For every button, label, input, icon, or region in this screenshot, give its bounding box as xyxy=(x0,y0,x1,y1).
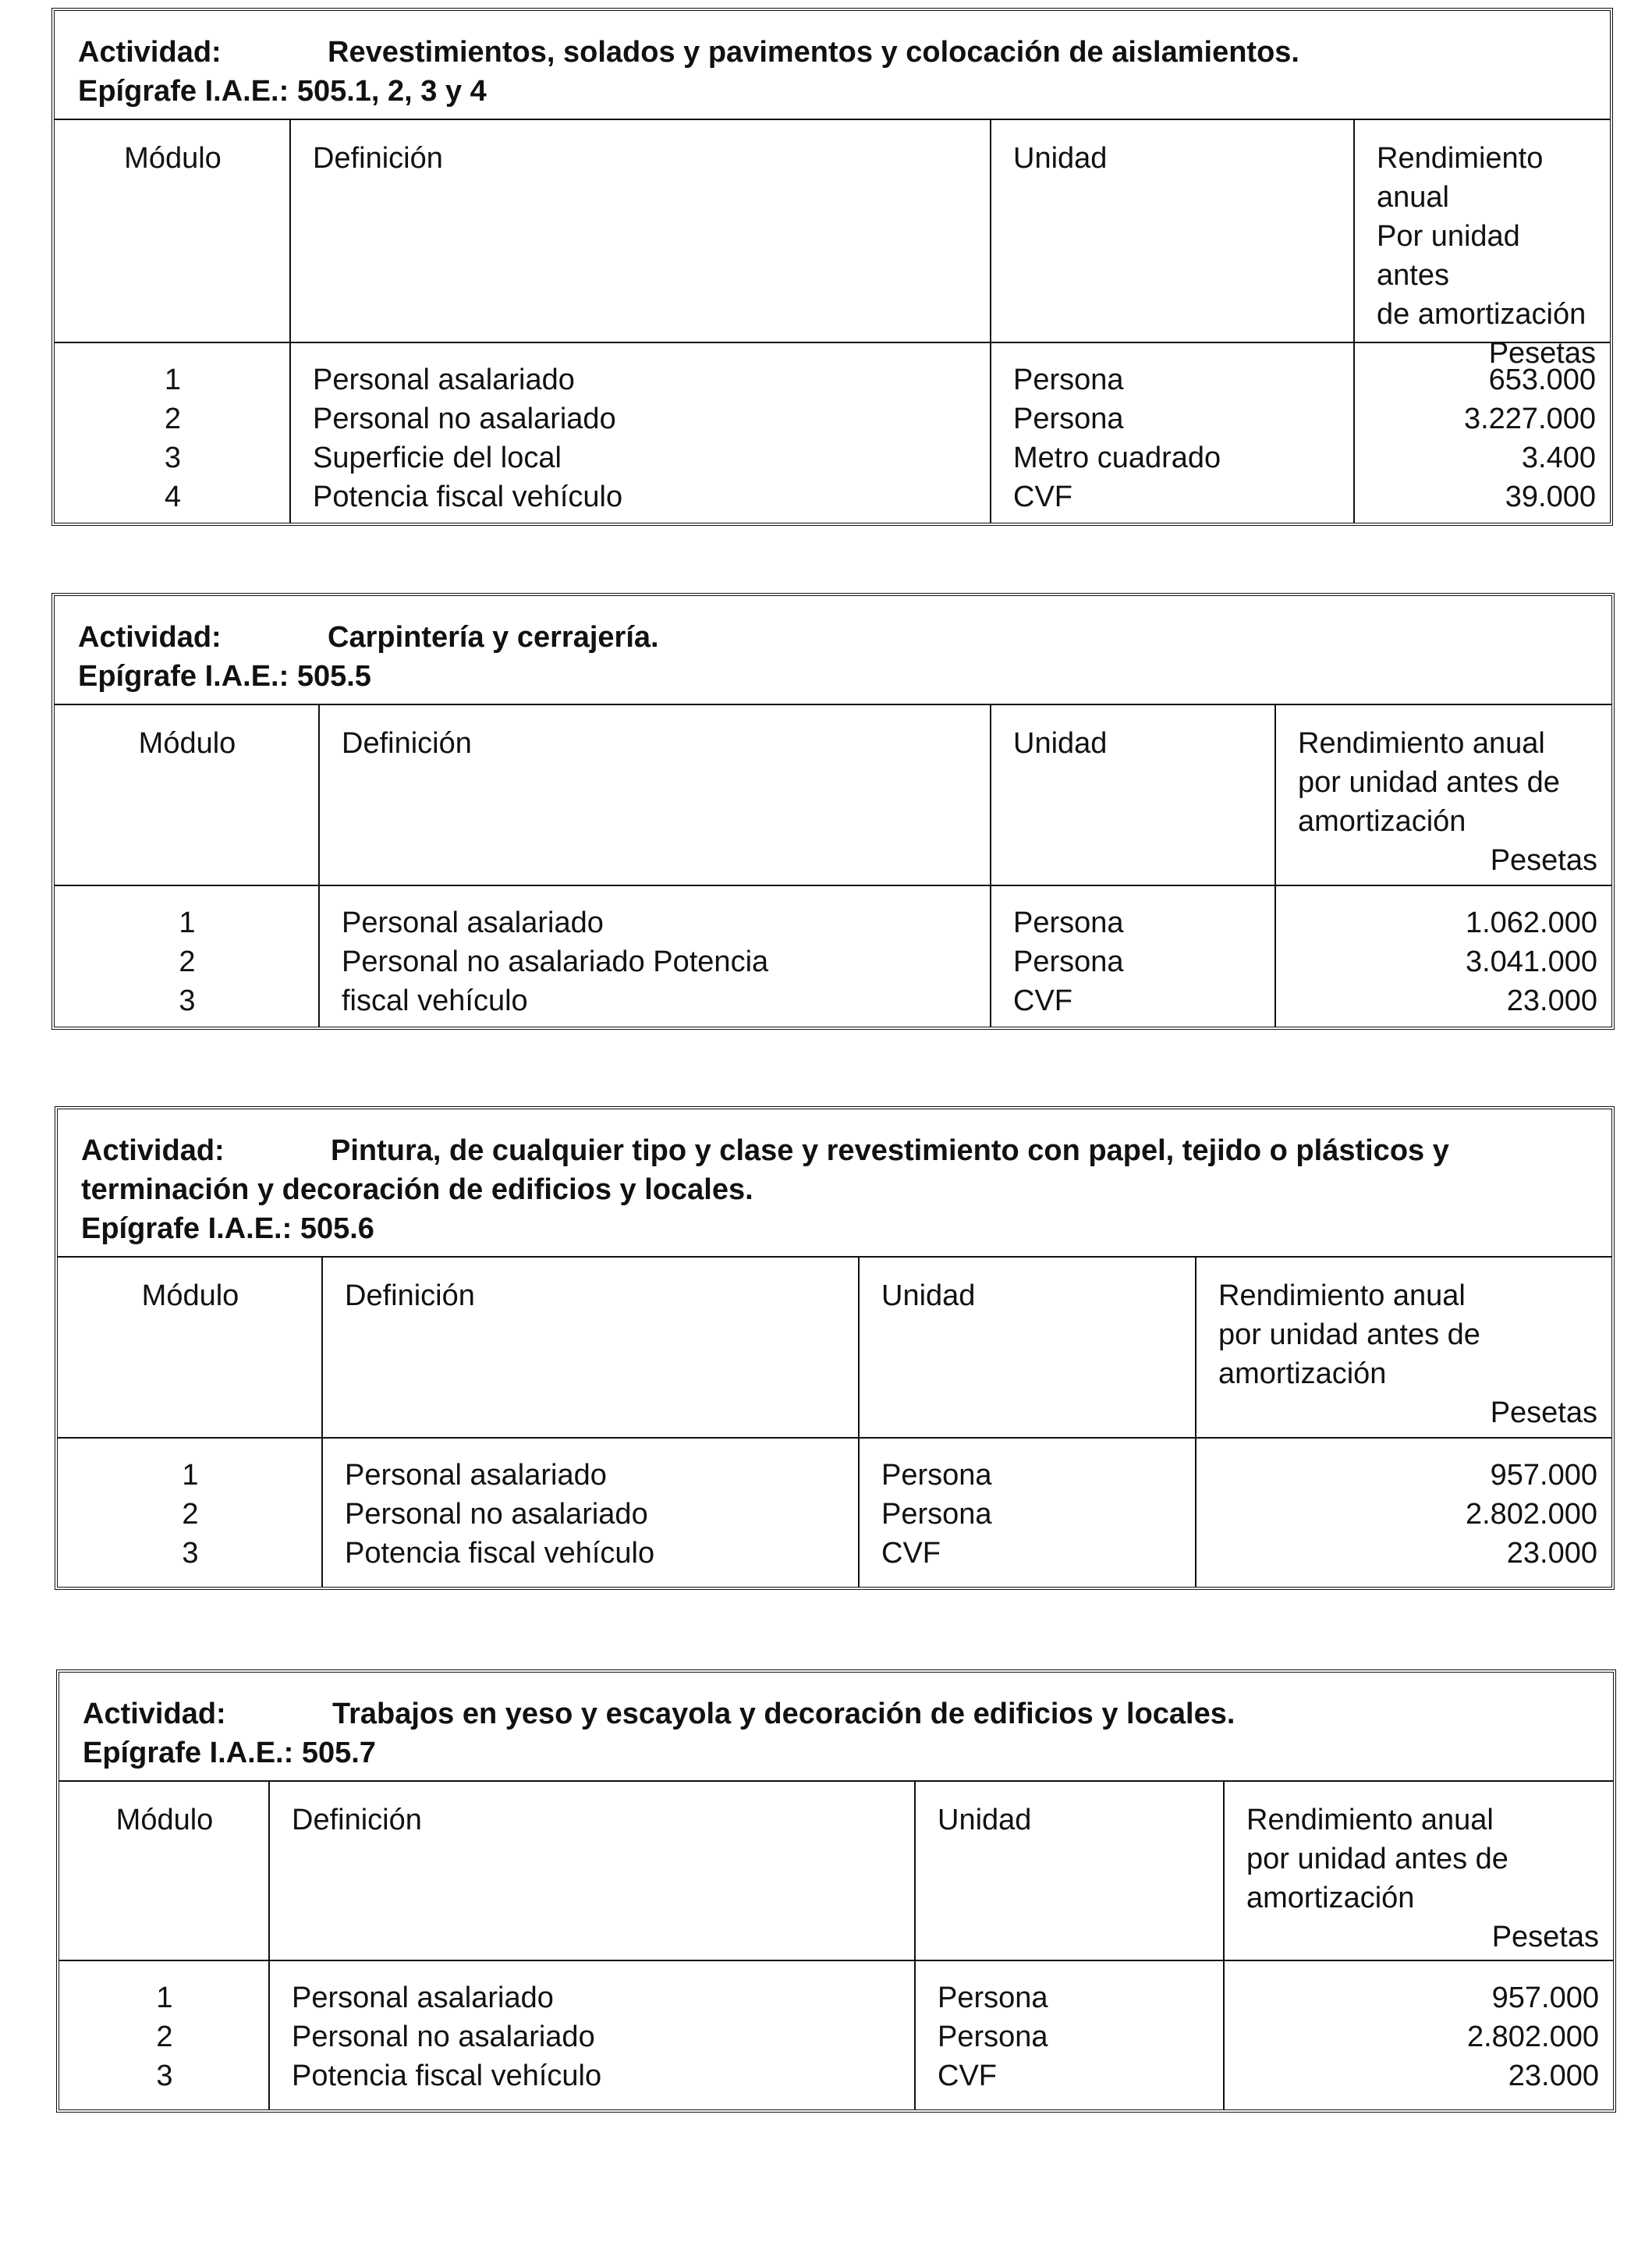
row-definicion: Personal asalariado xyxy=(313,364,575,396)
rendimiento-label: Rendimiento anual por unidad antes de amortización xyxy=(1298,727,1560,838)
actividad-text: Carpintería y cerrajería. xyxy=(328,621,659,654)
row-definicion: Superficie del local xyxy=(313,442,562,474)
table-row xyxy=(58,1456,1611,1495)
row-valor: 23.000 xyxy=(1506,985,1597,1017)
table-row xyxy=(55,981,1611,1020)
header-rendimiento xyxy=(1276,705,1611,880)
epigrafe-value: 505.7 xyxy=(301,1737,376,1769)
row-unidad: CVF xyxy=(1013,985,1072,1017)
row-valor: 653.000 xyxy=(1488,364,1596,396)
table-grid xyxy=(59,1782,1613,2109)
row-unidad: Persona xyxy=(881,1498,992,1531)
epigrafe-value: 505.6 xyxy=(300,1212,374,1245)
row-unidad: CVF xyxy=(938,2060,997,2092)
epigrafe-label: Epígrafe I.A.E.: xyxy=(78,660,289,693)
row-modulo: 3 xyxy=(156,2060,173,2092)
pesetas-label: Pesetas xyxy=(1490,844,1597,877)
header-unidad: Unidad xyxy=(938,1804,1032,1836)
module-table xyxy=(55,1106,1615,1590)
row-modulo: 1 xyxy=(156,1982,173,2014)
row-unidad: Metro cuadrado xyxy=(1013,442,1221,474)
header-definicion: Definición xyxy=(313,142,443,175)
row-unidad: Persona xyxy=(938,2021,1048,2053)
table-heading xyxy=(58,1109,1611,1258)
table-row xyxy=(55,399,1610,438)
pesetas-label: Pesetas xyxy=(1488,337,1596,370)
table-row xyxy=(55,477,1610,516)
row-definicion: Personal asalariado xyxy=(292,1982,554,2014)
pesetas-label: Pesetas xyxy=(1490,1396,1597,1429)
row-valor: 957.000 xyxy=(1490,1459,1597,1492)
table-row xyxy=(58,1495,1611,1534)
header-modulo: Módulo xyxy=(138,727,236,760)
actividad-line xyxy=(83,1694,1613,1733)
header-rendimiento xyxy=(1225,1782,1613,1957)
header-definicion: Definición xyxy=(342,727,472,760)
row-unidad: CVF xyxy=(881,1537,941,1570)
epigrafe-value: 505.1, 2, 3 y 4 xyxy=(296,75,487,108)
row-valor: 2.802.000 xyxy=(1465,1498,1597,1531)
header-modulo: Módulo xyxy=(141,1279,239,1312)
epigrafe-line xyxy=(78,72,1610,111)
header-unidad: Unidad xyxy=(881,1279,976,1312)
header-modulo: Módulo xyxy=(124,142,222,175)
epigrafe-label: Epígrafe I.A.E.: xyxy=(78,75,289,108)
row-modulo: 1 xyxy=(179,907,196,939)
row-unidad: Persona xyxy=(881,1459,992,1492)
actividad-label: Actividad: xyxy=(83,1698,226,1730)
header-unidad: Unidad xyxy=(1013,727,1108,760)
table-row xyxy=(59,2017,1613,2056)
row-valor: 957.000 xyxy=(1491,1982,1599,2014)
row-unidad: CVF xyxy=(1013,481,1072,513)
header-definicion: Definición xyxy=(292,1804,422,1836)
row-valor: 39.000 xyxy=(1505,481,1596,513)
actividad-line xyxy=(78,33,1610,72)
epigrafe-line xyxy=(81,1209,1611,1248)
row-unidad: Persona xyxy=(1013,946,1124,978)
table-row xyxy=(55,903,1611,942)
table-row xyxy=(59,2056,1613,2095)
table-heading xyxy=(55,596,1611,705)
column-header-row xyxy=(55,705,1611,886)
row-modulo: 2 xyxy=(179,946,196,978)
actividad-text: Trabajos en yeso y escayola y decoración de edificios y locales. xyxy=(332,1698,1235,1730)
epigrafe-label: Epígrafe I.A.E.: xyxy=(83,1737,294,1769)
row-valor: 3.227.000 xyxy=(1463,403,1596,435)
actividad-label: Actividad: xyxy=(81,1134,225,1167)
row-valor: 3.041.000 xyxy=(1465,946,1597,978)
row-unidad: Persona xyxy=(938,1982,1048,2014)
epigrafe-label: Epígrafe I.A.E.: xyxy=(81,1212,292,1245)
row-definicion: Potencia fiscal vehículo xyxy=(313,481,623,513)
table-row xyxy=(58,1534,1611,1573)
actividad-line xyxy=(78,618,1611,657)
header-definicion: Definición xyxy=(345,1279,475,1312)
actividad-text: Revestimientos, solados y pavimentos y colocación de aislamientos. xyxy=(328,36,1299,69)
table-row xyxy=(55,438,1610,477)
row-unidad: Persona xyxy=(1013,403,1124,435)
epigrafe-line xyxy=(83,1733,1613,1772)
actividad-label: Actividad: xyxy=(78,36,222,69)
row-definicion: Personal no asalariado xyxy=(345,1498,648,1531)
table-row xyxy=(55,942,1611,981)
row-definicion: Potencia fiscal vehículo xyxy=(345,1537,655,1570)
module-table xyxy=(56,1669,1616,2113)
actividad-text: Pintura, de cualquier tipo y clase y revestimiento con papel, tejido o plásticos y terminación y decoración de edificios y locales. xyxy=(81,1134,1449,1206)
actividad-line xyxy=(81,1131,1611,1209)
table-row xyxy=(59,1978,1613,2017)
row-valor: 2.802.000 xyxy=(1466,2021,1599,2053)
module-table xyxy=(51,8,1613,526)
module-table xyxy=(51,593,1615,1030)
row-definicion: Personal no asalariado xyxy=(292,2021,595,2053)
row-modulo: 2 xyxy=(156,2021,173,2053)
rendimiento-label: Rendimiento anual por unidad antes de amortización xyxy=(1218,1279,1480,1390)
row-definicion: Personal no asalariado xyxy=(313,403,616,435)
rendimiento-label: Rendimiento anual Por unidad antes de amortización xyxy=(1377,142,1586,331)
pesetas-label: Pesetas xyxy=(1491,1921,1599,1953)
row-modulo: 2 xyxy=(182,1498,199,1531)
row-modulo: 4 xyxy=(164,481,182,513)
row-valor: 3.400 xyxy=(1521,442,1596,474)
table-body xyxy=(59,1961,1613,2092)
actividad-label: Actividad: xyxy=(78,621,222,654)
row-definicion: fiscal vehículo xyxy=(342,985,528,1017)
table-grid xyxy=(55,705,1611,1027)
row-modulo: 1 xyxy=(182,1459,199,1492)
row-valor: 23.000 xyxy=(1506,1537,1597,1570)
row-modulo: 2 xyxy=(164,403,182,435)
row-modulo: 3 xyxy=(182,1537,199,1570)
row-modulo: 1 xyxy=(164,364,182,396)
table-heading xyxy=(55,11,1610,120)
column-header-row xyxy=(58,1258,1611,1439)
row-modulo: 3 xyxy=(179,985,196,1017)
epigrafe-line xyxy=(78,657,1611,696)
row-modulo: 3 xyxy=(164,442,182,474)
table-heading xyxy=(59,1673,1613,1782)
row-definicion: Personal no asalariado Potencia xyxy=(342,946,769,978)
table-row xyxy=(55,360,1610,399)
row-unidad: Persona xyxy=(1013,364,1124,396)
table-body xyxy=(55,343,1610,513)
header-rendimiento xyxy=(1355,120,1610,373)
table-body xyxy=(58,1439,1611,1570)
table-grid xyxy=(55,120,1610,523)
table-body xyxy=(55,886,1611,1017)
row-definicion: Personal asalariado xyxy=(342,907,604,939)
row-definicion: Personal asalariado xyxy=(345,1459,607,1492)
header-unidad: Unidad xyxy=(1013,142,1108,175)
column-header-row xyxy=(59,1782,1613,1961)
row-valor: 23.000 xyxy=(1508,2060,1599,2092)
row-unidad: Persona xyxy=(1013,907,1124,939)
header-modulo: Módulo xyxy=(115,1804,214,1836)
header-rendimiento xyxy=(1196,1258,1611,1432)
column-header-row xyxy=(55,120,1610,370)
rendimiento-label: Rendimiento anual por unidad antes de amortización xyxy=(1246,1804,1508,1914)
row-definicion: Potencia fiscal vehículo xyxy=(292,2060,602,2092)
table-grid xyxy=(58,1258,1611,1587)
epigrafe-value: 505.5 xyxy=(296,660,371,693)
row-valor: 1.062.000 xyxy=(1465,907,1597,939)
